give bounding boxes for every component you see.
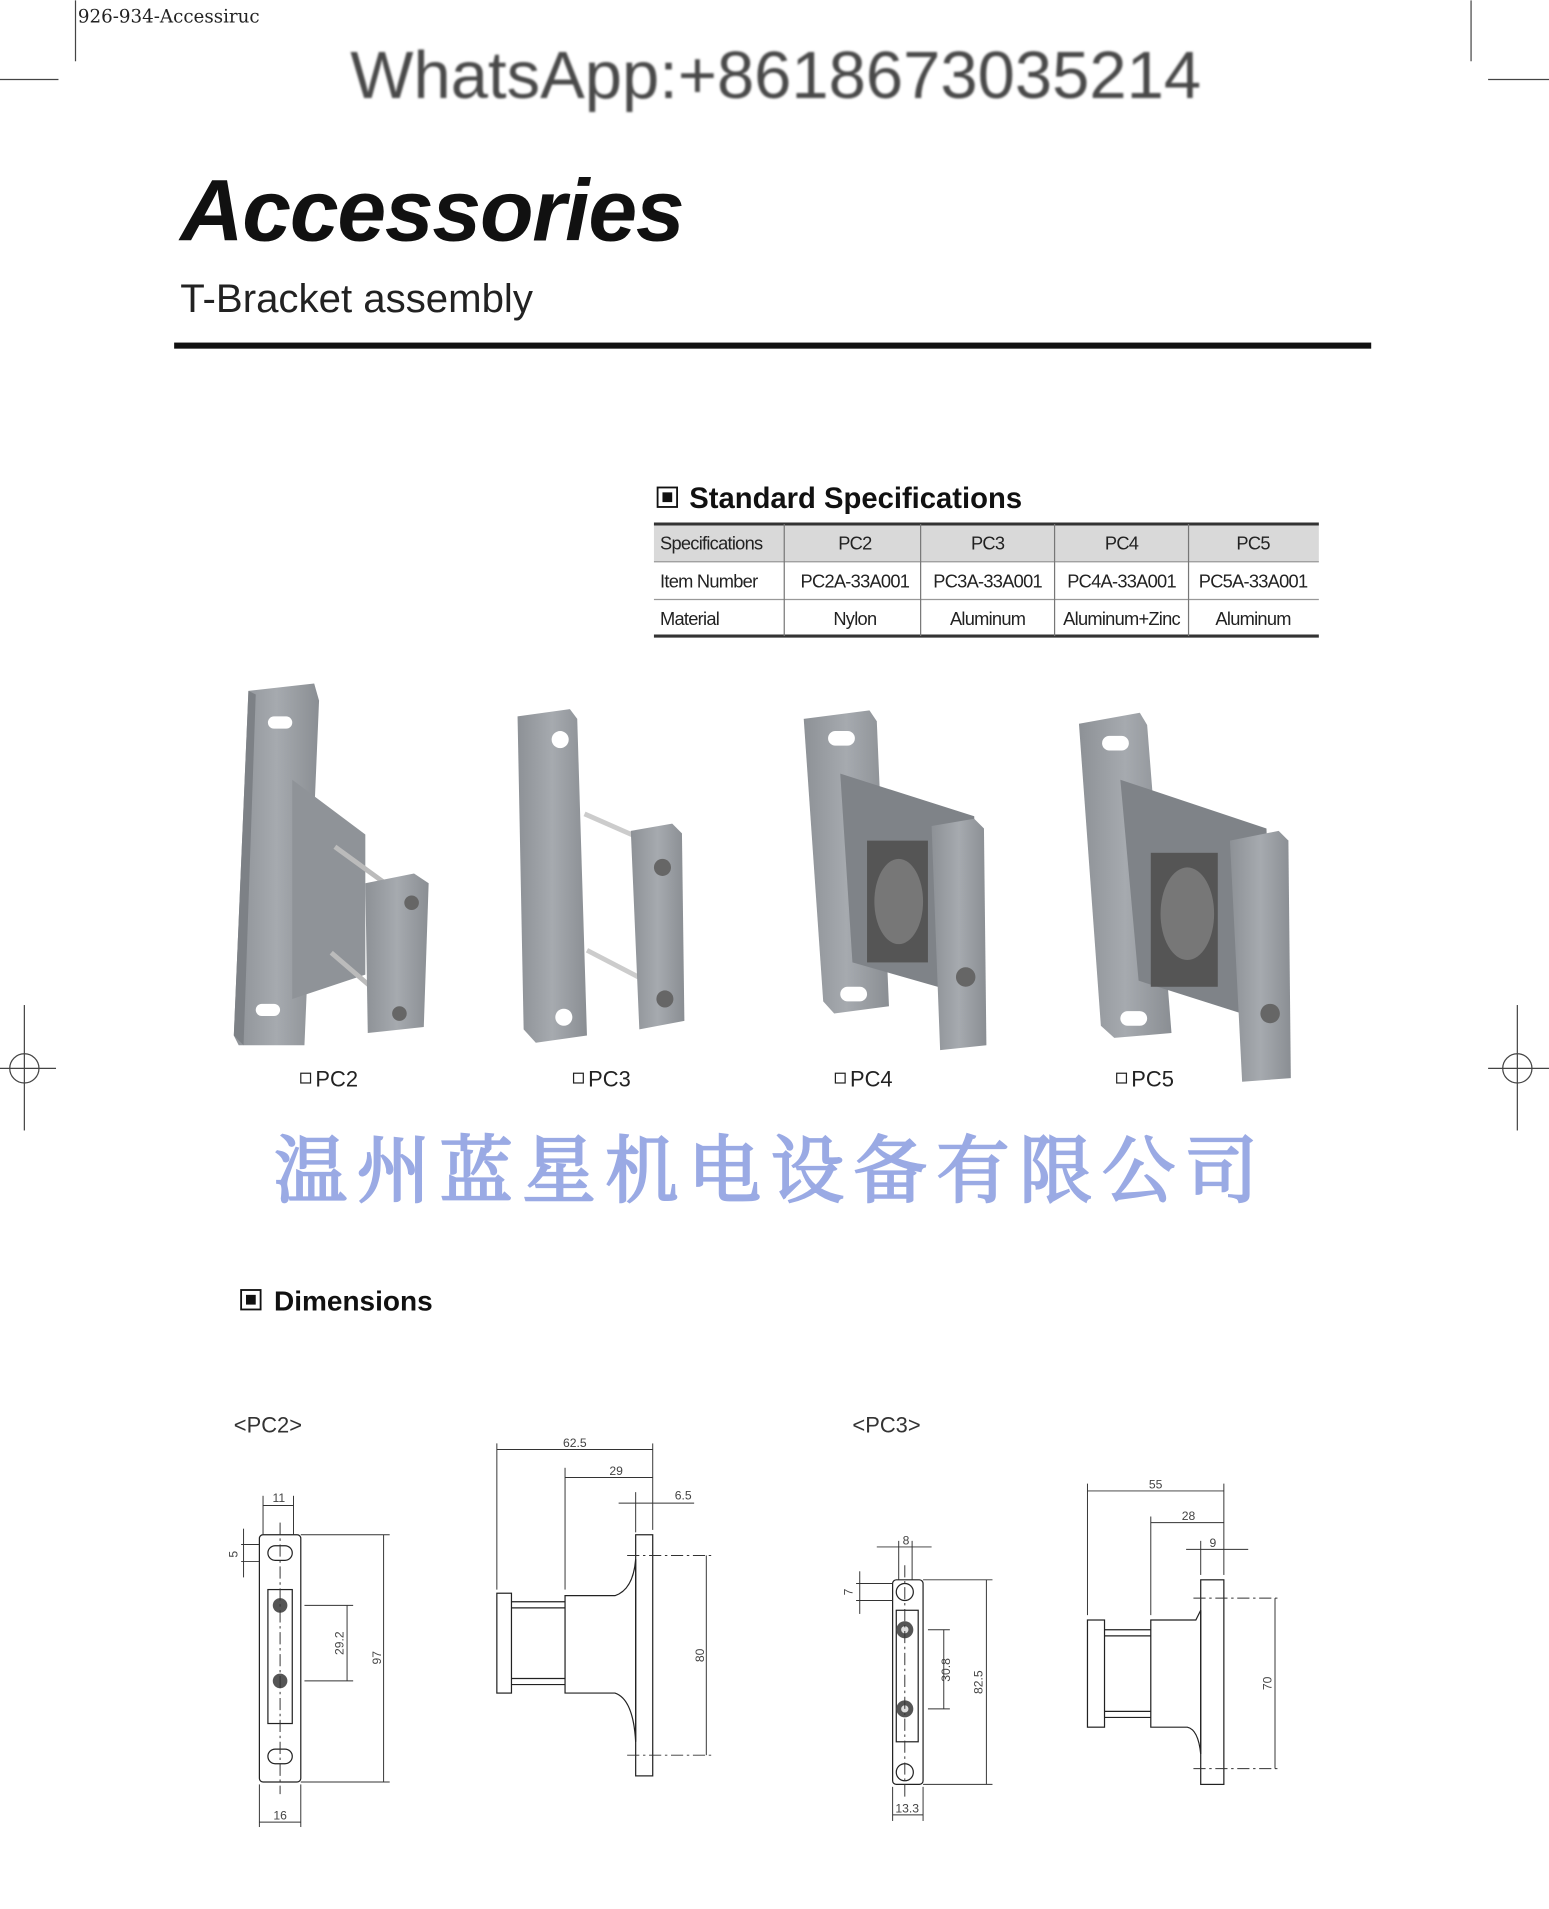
dim-pc3-plate: 9: [1209, 1535, 1217, 1550]
table-header-cell: PC5: [1236, 532, 1270, 554]
dim-pc3-width: 13.3: [895, 1801, 920, 1816]
page-subtitle: T-Bracket assembly: [180, 276, 533, 322]
table-cell: PC4A-33A001: [1067, 570, 1176, 592]
dim-pc3-body: 28: [1181, 1509, 1196, 1524]
whatsapp-watermark: WhatsApp:+8618673035214: [350, 37, 1202, 113]
table-cell: Aluminum: [1215, 608, 1291, 630]
table-cell: PC3A-33A001: [933, 570, 1042, 592]
company-watermark: 温州蓝星机电设备有限公司: [274, 1131, 1268, 1213]
dim-pc2-screw-pitch: 29.2: [332, 1631, 347, 1655]
pc2-front-drawing: [226, 1491, 389, 1827]
dimensions-heading: Dimensions: [273, 1285, 433, 1317]
product-pc3-image: [518, 709, 685, 1043]
table-cell: Nylon: [833, 608, 877, 630]
table-header-cell: PC4: [1104, 532, 1139, 554]
dim-pc2-depth: 62.5: [562, 1436, 587, 1451]
product-pc4-image: [804, 710, 987, 1050]
dim-pc2-height: 97: [370, 1650, 385, 1665]
table-header-cell: PC2: [838, 532, 872, 554]
pc3-side-drawing: [1087, 1477, 1281, 1784]
specs-heading: Standard Specifications: [689, 483, 1023, 516]
dim-pc3-hole-pitch: 70: [1260, 1676, 1275, 1691]
specs-section: [654, 483, 1319, 636]
table-header-cell: PC3: [970, 532, 1005, 554]
page-title: Accessories: [180, 161, 684, 260]
pc2-drawing-label: <PC2>: [233, 1412, 303, 1438]
dim-pc3-depth: 55: [1148, 1477, 1163, 1492]
table-cell: Aluminum: [949, 608, 1026, 630]
pc2-side-drawing: [497, 1436, 713, 1776]
table-header-cell: Specifications: [660, 532, 763, 554]
file-label: 926-934-Accessiruc: [77, 6, 260, 28]
table-cell: Material: [660, 608, 720, 630]
dim-pc3-height: 82.5: [971, 1670, 986, 1694]
dim-pc2-body: 29: [609, 1464, 623, 1479]
dim-pc3-screw-pitch: 30.8: [938, 1658, 953, 1682]
table-cell: PC2A-33A001: [800, 570, 910, 592]
pc3-front-drawing: [841, 1534, 992, 1821]
dim-pc3-hole: 7: [841, 1588, 856, 1596]
dim-pc3-top-width: 8: [902, 1533, 910, 1548]
product-label-pc4: PC4: [850, 1066, 893, 1092]
dim-pc2-top-width: 11: [272, 1490, 286, 1505]
dim-pc2-width: 16: [273, 1808, 287, 1823]
pc3-drawing-label: <PC3>: [852, 1412, 921, 1438]
table-cell: Aluminum+Zinc: [1063, 608, 1180, 630]
product-label-pc3: PC3: [588, 1066, 631, 1092]
product-pc5-image: [1079, 713, 1291, 1082]
dim-pc2-plate: 6.5: [674, 1488, 692, 1503]
title-rule: [174, 343, 1371, 349]
dim-pc2-slot: 5: [226, 1550, 241, 1558]
table-cell: PC5A-33A001: [1198, 570, 1308, 592]
product-label-pc2: PC2: [315, 1066, 359, 1092]
table-cell: Item Number: [660, 570, 758, 592]
product-pc2-image: [234, 684, 429, 1046]
dim-pc2-hole-pitch: 80: [692, 1648, 707, 1663]
product-label-pc5: PC5: [1131, 1066, 1174, 1092]
